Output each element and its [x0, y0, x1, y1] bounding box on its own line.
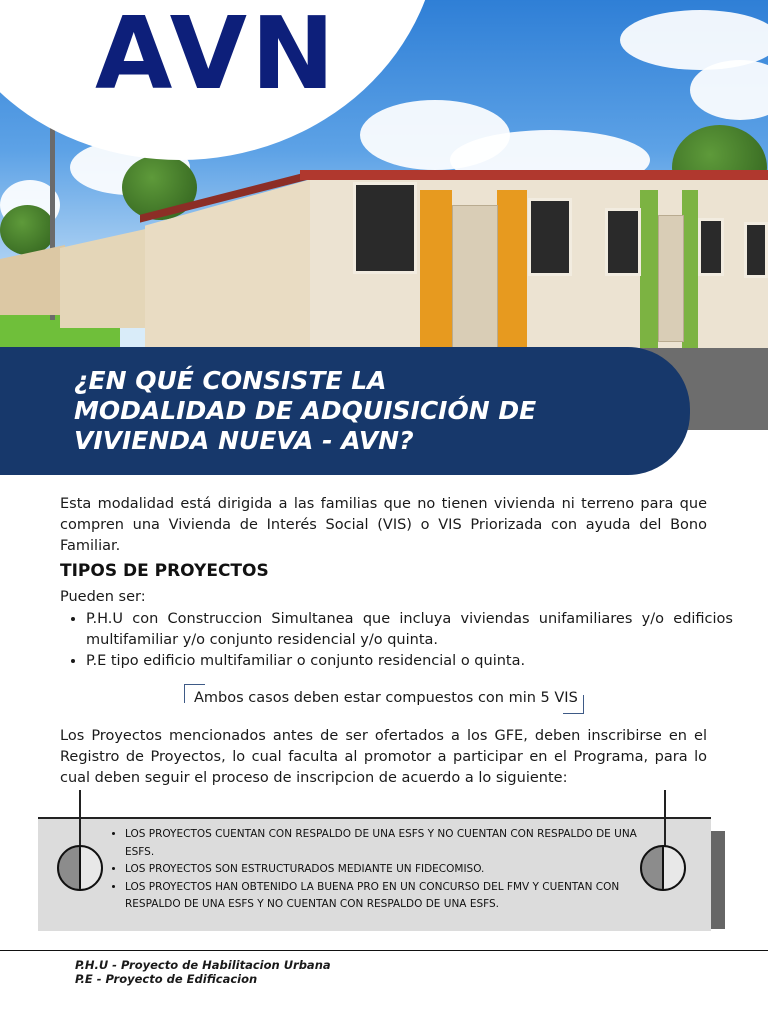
list-item: • P.H.U con Construccion Simultanea que incluya viviendas unifamiliares y/o edificios multifamiliar y/o conjunto residencial y/o quinta. — [86, 609, 733, 651]
list-item: • LOS PROYECTOS CUENTAN CON RESPALDO DE UNA ESFS Y NO CUENTAN CON RESPALDO DE UNA ESFS. — [125, 826, 665, 861]
hanger-line — [79, 790, 81, 850]
page-title-line: VIVIENDA NUEVA - AVN? — [74, 426, 414, 455]
house-window — [528, 198, 572, 276]
house-window — [744, 222, 768, 278]
house-window — [605, 208, 641, 276]
orange-stripe — [497, 190, 527, 348]
registro-paragraph: Los Proyectos mencionados antes de ser ofertados a los GFE, deben inscribirse en el Registro de Proyectos, lo cual faculta al promotor a participar en el Programa, para lo cual deben seguir el proceso de inscripcion de acuerdo a lo siguiente: — [60, 728, 707, 786]
page-title-line: ¿EN QUÉ CONSISTE LA — [74, 366, 387, 395]
house-far-wall — [0, 245, 65, 315]
tree — [0, 205, 55, 255]
list-item: • LOS PROYECTOS HAN OBTENIDO LA BUENA PRO EN UN CONCURSO DEL FMV Y CUENTAN CON RESPALDO DE UNA ESFS Y NO CUENTAN CON RESPALDO DE UNA ESFS. — [125, 879, 665, 914]
footer-divider — [0, 950, 768, 951]
green-stripe — [640, 190, 658, 348]
note-callout — [184, 684, 584, 714]
note-text: Ambos casos deben estar compuestos con min 5 VIS — [194, 690, 578, 706]
section-heading-tipos: TIPOS DE PROYECTOS — [60, 561, 269, 581]
house-far-wall — [60, 228, 150, 328]
list-item: • P.E tipo edificio multifamiliar o conjunto residencial o quinta. — [86, 651, 733, 672]
tipos-lead: Pueden ser: — [60, 589, 146, 605]
page-title-line: MODALIDAD DE ADQUISICIÓN DE — [74, 396, 537, 425]
tipos-list — [60, 609, 733, 672]
orange-stripe — [420, 190, 452, 348]
requirements-list — [104, 826, 665, 914]
green-stripe — [682, 190, 698, 348]
footnote-phu: P.H.U - Proyecto de Habilitacion Urbana — [75, 958, 331, 972]
house-door — [452, 205, 498, 349]
page-title — [74, 366, 664, 456]
avn-logo: AVN — [95, 0, 339, 112]
house-window — [353, 182, 417, 274]
circle-ornament-icon — [57, 845, 103, 891]
house-window — [698, 218, 724, 276]
house-door — [658, 215, 684, 342]
list-item: • LOS PROYECTOS SON ESTRUCTURADOS MEDIANTE UN FIDECOMISO. — [125, 861, 665, 879]
footnote-pe: P.E - Proyecto de Edificacion — [75, 972, 258, 986]
house-front-roof — [300, 170, 768, 180]
intro-paragraph: Esta modalidad está dirigida a las familias que no tienen vivienda ni terreno para que compren una Vivienda de Interés Social (VIS) o VIS Priorizada con ayuda del Bono Familiar. — [60, 496, 707, 554]
